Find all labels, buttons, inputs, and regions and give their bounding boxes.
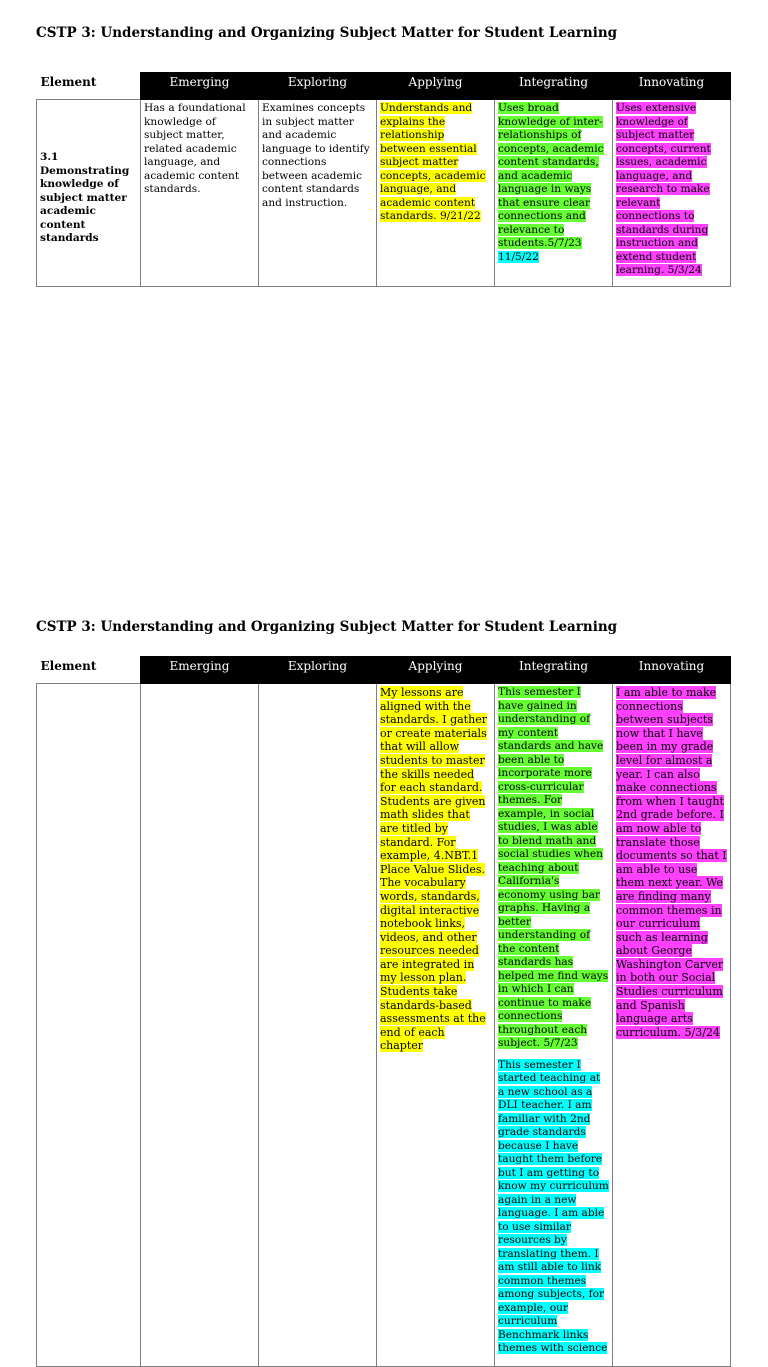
page-title: CSTP 3: Understanding and Organizing Subject Matter for Student Learning xyxy=(36,25,618,41)
applying-text: Understands and explains the relationship between essential subject matter concepts, academic language, and academic content standards. 9/21/22 xyxy=(380,102,486,222)
applying-cell xyxy=(377,100,495,287)
innovating-text: Uses extensive knowledge of subject matter concepts, current issues, academic language, and research to make relevant connections to standards during instruction and extend student learning. 5/3/24 xyxy=(616,102,711,276)
table-row xyxy=(37,684,731,1367)
header-element: Element xyxy=(37,73,141,100)
emerging-cell xyxy=(141,684,259,1367)
header-innovating: Innovating xyxy=(613,73,731,100)
header-applying: Applying xyxy=(377,657,495,684)
header-emerging: Emerging xyxy=(141,657,259,684)
element-cell xyxy=(37,684,141,1367)
innovating-reflection: I am able to make connections between subjects now that I have been in my grade level for almost a year. I can also make connections from when I taught 2nd grade before. I am now able to translate those documents so that I am able to use them next year. We are finding many common themes in our curriculum such as learning about George Washington Carver in both our Social Studies curriculum and Spanish language arts curriculum. 5/3/24 xyxy=(616,686,727,1039)
applying-reflection: My lessons are aligned with the standards. I gather or create materials that will allow students to master the skills needed for each standard. Students are given math slides that are titled by standard. For example, 4.NBT.1 Place Value Slides. The vocabulary words, standards, digital interactive notebook links, videos, and other resources needed are integrated in my lesson plan. Students take standards-based assessments at the end of each chapter xyxy=(380,686,487,1053)
header-emerging: Emerging xyxy=(141,73,259,100)
exploring-cell xyxy=(259,684,377,1367)
header-exploring: Exploring xyxy=(259,657,377,684)
header-element: Element xyxy=(37,657,141,684)
header-integrating: Integrating xyxy=(495,657,613,684)
rubric-table xyxy=(36,72,731,287)
header-row xyxy=(37,657,731,684)
integrating-cell xyxy=(495,684,613,1367)
emerging-cell: Has a foundational knowledge of subject matter, related academic language, and academic content standards. xyxy=(141,100,259,287)
integrating-text: Uses broad knowledge of inter-relationships of concepts, academic content standards, and academic language in ways that ensure clear connections and relevance to students.5/7/23 xyxy=(498,102,604,249)
header-innovating: Innovating xyxy=(613,657,731,684)
applying-cell xyxy=(377,684,495,1367)
rubric-table xyxy=(36,656,731,1367)
table-row xyxy=(37,100,731,287)
innovating-cell xyxy=(613,684,731,1367)
header-exploring: Exploring xyxy=(259,73,377,100)
integrating-reflection-2: This semester I started teaching at a new school as a DLI teacher. I am familiar with 2nd grade standards because I have taught them before but I am getting to know my curriculum again in a new language. I am able to use similar resources by translating them. I am still able to link common themes among subjects, for example, our curriculum Benchmark links themes with science xyxy=(498,1058,609,1354)
integrating-reflection-1: This semester I have gained in understanding of my content standards and have been able to incorporate more cross-curricular themes. For example, in social studies, I was able to blend math and social studies when teaching about California's economy using bar graphs. Having a better understanding of the content standards has helped me find ways in which I can continue to make connections throughout each subject. 5/7/23 xyxy=(498,686,609,1049)
element-cell xyxy=(37,100,141,287)
header-integrating: Integrating xyxy=(495,73,613,100)
header-row xyxy=(37,73,731,100)
innovating-cell xyxy=(613,100,731,287)
exploring-cell: Examines concepts in subject matter and academic language to identify connections between academic content standards and instruction. xyxy=(259,100,377,287)
integrating-cell xyxy=(495,100,613,287)
header-applying: Applying xyxy=(377,73,495,100)
page-title: CSTP 3: Understanding and Organizing Subject Matter for Student Learning xyxy=(36,619,618,635)
integrating-date: 11/5/22 xyxy=(498,250,539,263)
element-label: 3.1 Demonstrating knowledge of subject matter academic content standards xyxy=(40,151,130,244)
